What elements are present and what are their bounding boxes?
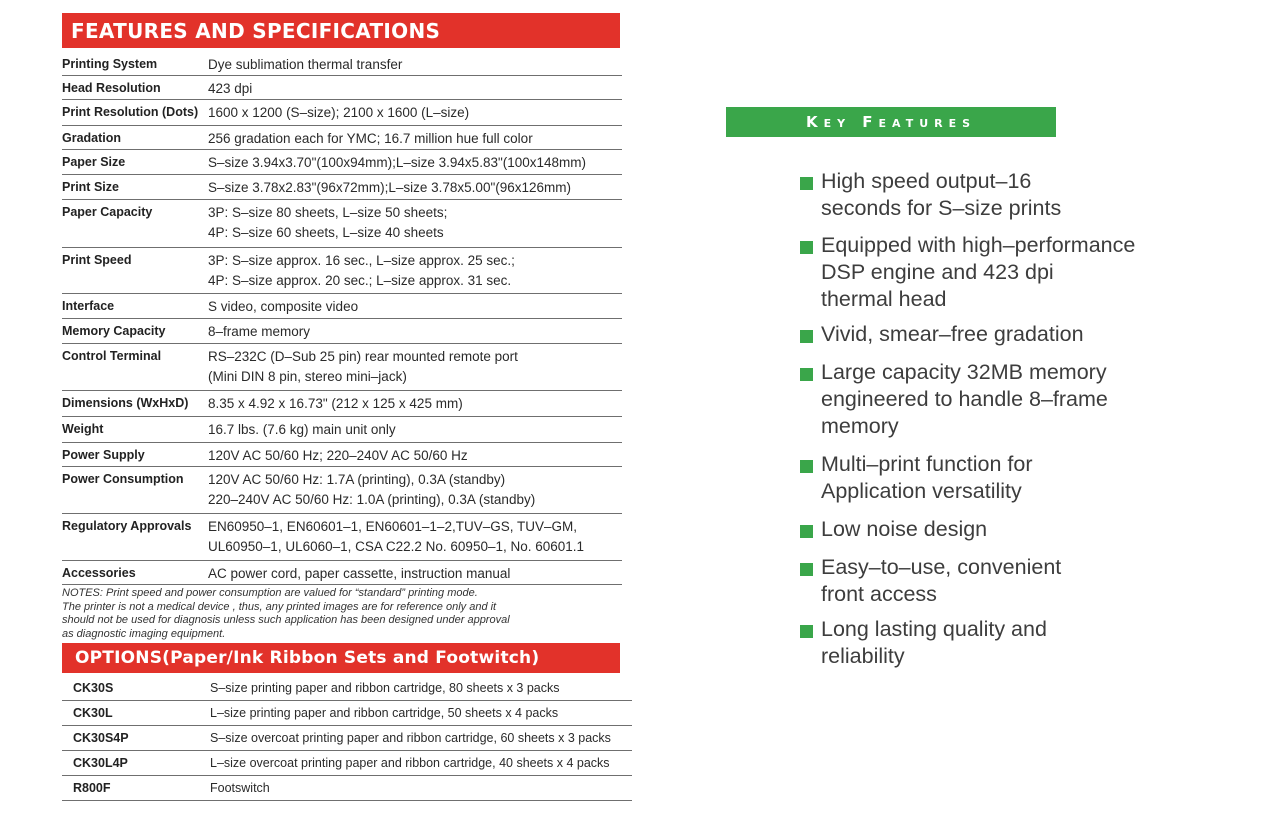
spec-value: [208, 103, 622, 125]
spec-row: [62, 443, 622, 467]
spec-value-line: 3P: S–size 80 sheets, L–size 50 sheets;: [208, 205, 448, 220]
spec-row: [62, 126, 622, 150]
key-feature-text: [821, 232, 1135, 313]
spec-label: Power Consumption: [62, 472, 184, 486]
spec-label: Paper Capacity: [62, 205, 153, 219]
key-feature-text: [821, 451, 1033, 505]
spec-value: [208, 203, 622, 247]
key-feature-line: front access: [821, 582, 937, 606]
spec-label: Weight: [62, 422, 104, 436]
option-row: [62, 751, 632, 776]
spec-row: [62, 294, 622, 319]
spec-label: Print Speed: [62, 253, 132, 267]
spec-row: [62, 200, 622, 248]
key-feature-line: engineered to handle 8–frame: [821, 387, 1108, 411]
key-feature-item: [800, 554, 1220, 608]
key-feature-item: [800, 616, 1220, 670]
spec-label: Printing System: [62, 57, 158, 71]
spec-label: Dimensions (WxHxD): [62, 396, 189, 410]
spec-value-line: EN60950–1, EN60601–1, EN60601–1–2,TUV–GS, TUV–GM,: [208, 519, 577, 534]
spec-value: [208, 153, 622, 174]
bullet-square-icon: [800, 330, 813, 343]
option-desc: S–size overcoat printing paper and ribbon cartridge, 60 sheets x 3 packs: [210, 731, 611, 745]
specs-banner: [62, 13, 620, 48]
specs-table: [62, 52, 622, 585]
option-code: CK30S: [73, 681, 114, 695]
spec-value-line: 8–frame memory: [208, 324, 311, 339]
spec-value: [208, 347, 622, 390]
bullet-square-icon: [800, 563, 813, 576]
options-table: [62, 676, 632, 801]
option-row: [62, 726, 632, 751]
option-code: R800F: [73, 781, 111, 795]
key-feature-line: Low noise design: [821, 517, 988, 541]
spec-value-line: 8.35 x 4.92 x 16.73" (212 x 125 x 425 mm): [208, 396, 463, 411]
spec-value-line: 120V AC 50/60 Hz; 220–240V AC 50/60 Hz: [208, 448, 468, 463]
key-feature-text: [821, 616, 1047, 670]
key-feature-line: Easy–to–use, convenient: [821, 555, 1062, 579]
key-feature-text: [821, 516, 987, 543]
option-code: CK30L: [73, 706, 113, 720]
key-feature-line: Application versatility: [821, 479, 1022, 503]
bullet-square-icon: [800, 177, 813, 190]
spec-label: Regulatory Approvals: [62, 519, 192, 533]
key-features-banner: [726, 107, 1056, 137]
spec-row: [62, 391, 622, 417]
spec-value: [208, 322, 622, 343]
spec-row: [62, 344, 622, 391]
spec-row: [62, 417, 622, 443]
spec-value-line: 120V AC 50/60 Hz: 1.7A (printing), 0.3A (standby): [208, 472, 506, 487]
option-row: [62, 701, 632, 726]
option-row: [62, 676, 632, 701]
key-features-title: Key Features: [805, 113, 977, 131]
key-features-list: [800, 168, 1220, 670]
bullet-square-icon: [800, 241, 813, 254]
spec-value: [208, 446, 622, 466]
spec-label: Control Terminal: [62, 349, 162, 363]
spec-value: [208, 420, 622, 442]
notes: [62, 587, 622, 641]
key-feature-item: [800, 359, 1220, 440]
bullet-square-icon: [800, 460, 813, 473]
spec-row: [62, 150, 622, 175]
spec-value-line: Dye sublimation thermal transfer: [208, 57, 403, 72]
spec-value-line: AC power cord, paper cassette, instruction manual: [208, 566, 511, 581]
note-line: The printer is not a medical device , thus, any printed images are for reference only and it: [62, 600, 497, 613]
key-feature-line: DSP engine and 423 dpi: [821, 260, 1054, 284]
spec-row: [62, 52, 622, 76]
option-row: [62, 776, 632, 801]
spec-value-line: 3P: S–size approx. 16 sec., L–size approx. 25 sec.;: [208, 253, 515, 268]
spec-value-line: 4P: S–size 60 sheets, L–size 40 sheets: [208, 224, 444, 240]
option-desc: S–size printing paper and ribbon cartridge, 80 sheets x 3 packs: [210, 681, 560, 695]
option-code: CK30S4P: [73, 731, 129, 745]
spec-row: [62, 319, 622, 344]
specs-title: FEATURES AND SPECIFICATIONS: [71, 18, 441, 43]
spec-row: [62, 467, 622, 514]
key-feature-line: thermal head: [821, 287, 947, 311]
spec-value: [208, 178, 622, 199]
key-feature-line: memory: [821, 414, 899, 438]
spec-value-line: S–size 3.78x2.83"(96x72mm);L–size 3.78x5.00"(96x126mm): [208, 180, 572, 195]
spec-row: [62, 561, 622, 585]
spec-label: Gradation: [62, 131, 122, 145]
spec-value: [208, 297, 622, 318]
key-feature-item: [800, 451, 1220, 505]
option-desc: L–size overcoat printing paper and ribbon cartridge, 40 sheets x 4 packs: [210, 756, 610, 770]
key-feature-line: Large capacity 32MB memory: [821, 360, 1107, 384]
spec-value: [208, 470, 622, 513]
key-feature-line: Long lasting quality and: [821, 617, 1047, 641]
spec-value-line: S–size 3.94x3.70"(100x94mm);L–size 3.94x5.83"(100x148mm): [208, 155, 587, 170]
spec-label: Power Supply: [62, 448, 145, 462]
spec-row: [62, 76, 622, 100]
spec-value-line: 16.7 lbs. (7.6 kg) main unit only: [208, 422, 396, 437]
spec-value: [208, 79, 622, 99]
spec-value-line: 423 dpi: [208, 81, 253, 96]
spec-value-line: RS–232C (D–Sub 25 pin) rear mounted remote port: [208, 349, 518, 364]
key-feature-line: Multi–print function for: [821, 452, 1033, 476]
spec-value-line: 4P: S–size approx. 20 sec.; L–size approx. 31 sec.: [208, 272, 512, 288]
spec-value-line: UL60950–1, UL6060–1, CSA C22.2 No. 60950–1, No. 60601.1: [208, 538, 585, 554]
options-banner: [62, 643, 620, 673]
key-feature-line: reliability: [821, 644, 905, 668]
spec-value: [208, 564, 622, 584]
spec-label: Print Resolution (Dots): [62, 105, 199, 119]
spec-label: Memory Capacity: [62, 324, 166, 338]
bullet-square-icon: [800, 525, 813, 538]
spec-value: [208, 55, 622, 75]
key-feature-item: [800, 516, 1220, 543]
spec-row: [62, 248, 622, 294]
spec-row: [62, 100, 622, 126]
spec-value-line: 1600 x 1200 (S–size); 2100 x 1600 (L–size): [208, 105, 470, 120]
spec-value: [208, 251, 622, 293]
option-desc: L–size printing paper and ribbon cartridge, 50 sheets x 4 packs: [210, 706, 559, 720]
spec-label: Accessories: [62, 566, 136, 580]
key-feature-item: [800, 232, 1220, 313]
options-title: OPTIONS(Paper/Ink Ribbon Sets and Footwitch): [75, 648, 540, 668]
key-feature-text: [821, 321, 1084, 348]
key-feature-text: [821, 168, 1061, 222]
note-line: as diagnostic imaging equipment.: [62, 627, 226, 640]
key-feature-text: [821, 359, 1108, 440]
key-feature-line: Equipped with high–performance: [821, 233, 1136, 257]
spec-label: Print Size: [62, 180, 119, 194]
spec-row: [62, 514, 622, 561]
spec-value-line: (Mini DIN 8 pin, stereo mini–jack): [208, 368, 407, 384]
spec-label: Paper Size: [62, 155, 126, 169]
option-desc: Footswitch: [210, 781, 270, 795]
bullet-square-icon: [800, 368, 813, 381]
note-line: NOTES: Print speed and power consumption are valued for “standard” printing mode.: [62, 587, 478, 599]
spec-value: [208, 394, 622, 416]
note-line: should not be used for diagnosis unless such application has been designed under approval: [62, 614, 510, 626]
spec-label: Head Resolution: [62, 81, 161, 95]
spec-value-line: 220–240V AC 50/60 Hz: 1.0A (printing), 0.3A (standby): [208, 491, 536, 507]
spec-value-line: 256 gradation each for YMC; 16.7 million hue full color: [208, 131, 533, 146]
spec-value: [208, 129, 622, 149]
key-feature-line: High speed output–16: [821, 169, 1032, 193]
spec-label: Interface: [62, 299, 115, 313]
option-code: CK30L4P: [73, 756, 128, 770]
key-feature-line: seconds for S–size prints: [821, 196, 1062, 220]
key-feature-item: [800, 168, 1220, 222]
key-feature-text: [821, 554, 1061, 608]
key-feature-line: Vivid, smear–free gradation: [821, 322, 1084, 346]
bullet-square-icon: [800, 625, 813, 638]
spec-row: [62, 175, 622, 200]
spec-value-line: S video, composite video: [208, 299, 359, 314]
spec-value: [208, 517, 622, 560]
key-feature-item: [800, 321, 1220, 348]
